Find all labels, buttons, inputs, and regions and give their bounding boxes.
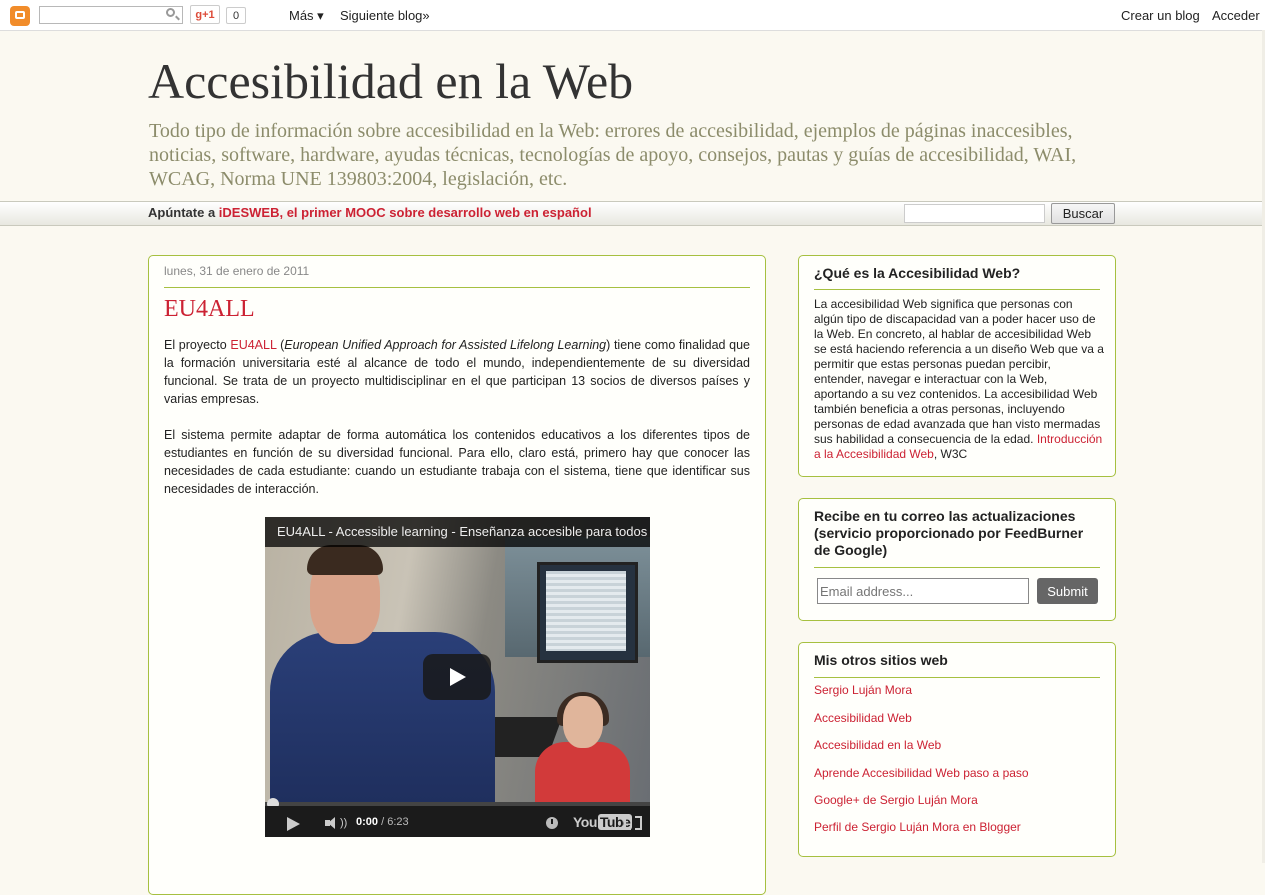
about-text — [814, 297, 1104, 462]
current-time: 0:00 — [356, 816, 379, 828]
divider — [814, 289, 1100, 290]
volume-waves-icon: )) — [340, 817, 348, 829]
navbar-search-input[interactable] — [39, 6, 183, 24]
create-blog-link[interactable]: Crear un blog — [1121, 8, 1200, 23]
intro-accessibility-link[interactable]: Introducción a la Accesibilidad Web — [814, 432, 1103, 461]
post-body — [164, 336, 750, 516]
play-button-icon[interactable] — [423, 654, 491, 700]
blogger-logo-icon[interactable] — [10, 6, 30, 26]
widget-title: Recibe en tu correo las actualizaciones (servicio proporcionado por FeedBurner de Google) — [814, 508, 1084, 558]
promo-text — [148, 205, 592, 220]
eu4all-link[interactable]: EU4ALL — [230, 338, 277, 352]
blog-title[interactable]: Accesibilidad en la Web — [148, 53, 634, 109]
site-link-accesibilidad-en-la-web[interactable]: Accesibilidad en la Web — [814, 738, 942, 752]
video-controls — [265, 806, 650, 837]
about-accessibility-widget — [798, 255, 1116, 477]
interpreter-head — [563, 696, 603, 748]
embedded-video-player[interactable] — [265, 517, 650, 837]
other-sites-widget — [798, 642, 1116, 857]
video-title[interactable]: EU4ALL - Accessible learning - Enseñanza accesible para todos — [277, 524, 647, 539]
play-icon[interactable] — [287, 817, 300, 831]
youtube-logo-tube: Tube — [599, 814, 631, 830]
tabs-bar — [0, 201, 1265, 226]
youtube-logo-you: You — [573, 814, 597, 830]
post-text: ( — [276, 338, 285, 352]
duration: / 6:23 — [381, 816, 409, 828]
search-button[interactable]: Buscar — [1051, 203, 1115, 224]
video-title-bar[interactable] — [265, 517, 650, 547]
site-link-accesibilidad-web[interactable]: Accesibilidad Web — [814, 711, 912, 725]
site-link-blogger-profile[interactable]: Perfil de Sergio Luján Mora en Blogger — [814, 820, 1021, 834]
promo-prefix: Apúntate a — [148, 205, 219, 220]
divider — [164, 287, 750, 288]
widget-title: Mis otros sitios web — [814, 652, 948, 668]
submit-button[interactable]: Submit — [1037, 578, 1098, 604]
project-full-name: European Unified Approach for Assisted Lifelong Learning — [284, 338, 607, 352]
next-blog-link[interactable]: Siguiente blog» — [340, 8, 430, 23]
video-time — [356, 816, 409, 828]
divider — [814, 567, 1100, 568]
subscribe-widget — [798, 498, 1116, 621]
watch-later-icon[interactable] — [546, 817, 558, 829]
video-person-man-hair — [307, 545, 383, 575]
video-monitor — [537, 562, 638, 663]
post-card — [148, 255, 766, 895]
search-icon[interactable] — [166, 8, 175, 17]
interpreter-body — [535, 742, 630, 802]
google-plus-count: 0 — [226, 7, 246, 24]
more-menu-button[interactable]: Más ▾ — [289, 8, 324, 23]
email-field[interactable] — [817, 578, 1029, 604]
video-person-interpreter — [535, 692, 630, 802]
fullscreen-icon[interactable] — [624, 816, 642, 830]
blog-description: Todo tipo de información sobre accesibilidad en la Web: errores de accesibilidad, ejemplos de páginas inaccesibles, noticias, software, hardware, ayudas técnicas, tecnologías de apoyo, consejos, pautas y guías de accesibilidad, WAI, WCAG, Norma UNE 139803:2004, legislación, etc. — [149, 120, 1077, 190]
site-link-google-plus[interactable]: Google+ de Sergio Luján Mora — [814, 793, 978, 807]
about-suffix: , W3C — [933, 447, 968, 461]
sign-in-link[interactable]: Acceder — [1212, 8, 1260, 23]
google-plus-one-button[interactable]: g+1 — [190, 5, 220, 24]
site-link-aprende[interactable]: Aprende Accesibilidad Web paso a paso — [814, 766, 1029, 780]
widget-title: ¿Qué es la Accesibilidad Web? — [814, 265, 1021, 281]
blogger-navbar — [0, 0, 1265, 31]
post-paragraph — [164, 336, 750, 408]
post-date: lunes, 31 de enero de 2011 — [164, 264, 310, 278]
post-text: ) tiene como finalidad que la formación universitaria esté al alcance de todo el mundo, independientemente de su diversidad funcional. Se trata de un proyecto multidisciplinar en el que participan 13 socios de diversos países y varias empresas. — [164, 338, 750, 406]
post-title[interactable]: EU4ALL — [164, 296, 255, 322]
post-paragraph: El sistema permite adaptar de forma automática los contenidos educativos a los diferentes tipos de estudiantes en función de su diversidad funcional. Para ello, claro está, primero hay que conocer las necesidades de cada estudiante: cuando un estudiante trabaja con el sistema, tiene que identificar sus necesidades de interacción. — [164, 428, 750, 496]
about-body: La accesibilidad Web significa que personas con algún tipo de discapacidad van a poder hacer uso de la Web. En concreto, al hablar de accesibilidad Web se está haciendo referencia a un diseño Web que va a permitir que estas personas puedan percibir, entender, navegar e interactuar con la Web, aportando a su vez contenidos. La accesibilidad Web también beneficia a otras personas, incluyendo personas de edad avanzada que han visto mermadas sus habilidad a consecuencia de la edad. — [814, 297, 1104, 446]
promo-link[interactable]: iDESWEB, el primer MOOC sobre desarrollo web en español — [218, 205, 592, 220]
blog-search-input[interactable] — [904, 204, 1045, 223]
volume-icon[interactable] — [325, 817, 339, 829]
site-link-sergio[interactable]: Sergio Luján Mora — [814, 683, 913, 697]
post-text: El proyecto — [164, 338, 231, 352]
divider — [814, 677, 1100, 678]
